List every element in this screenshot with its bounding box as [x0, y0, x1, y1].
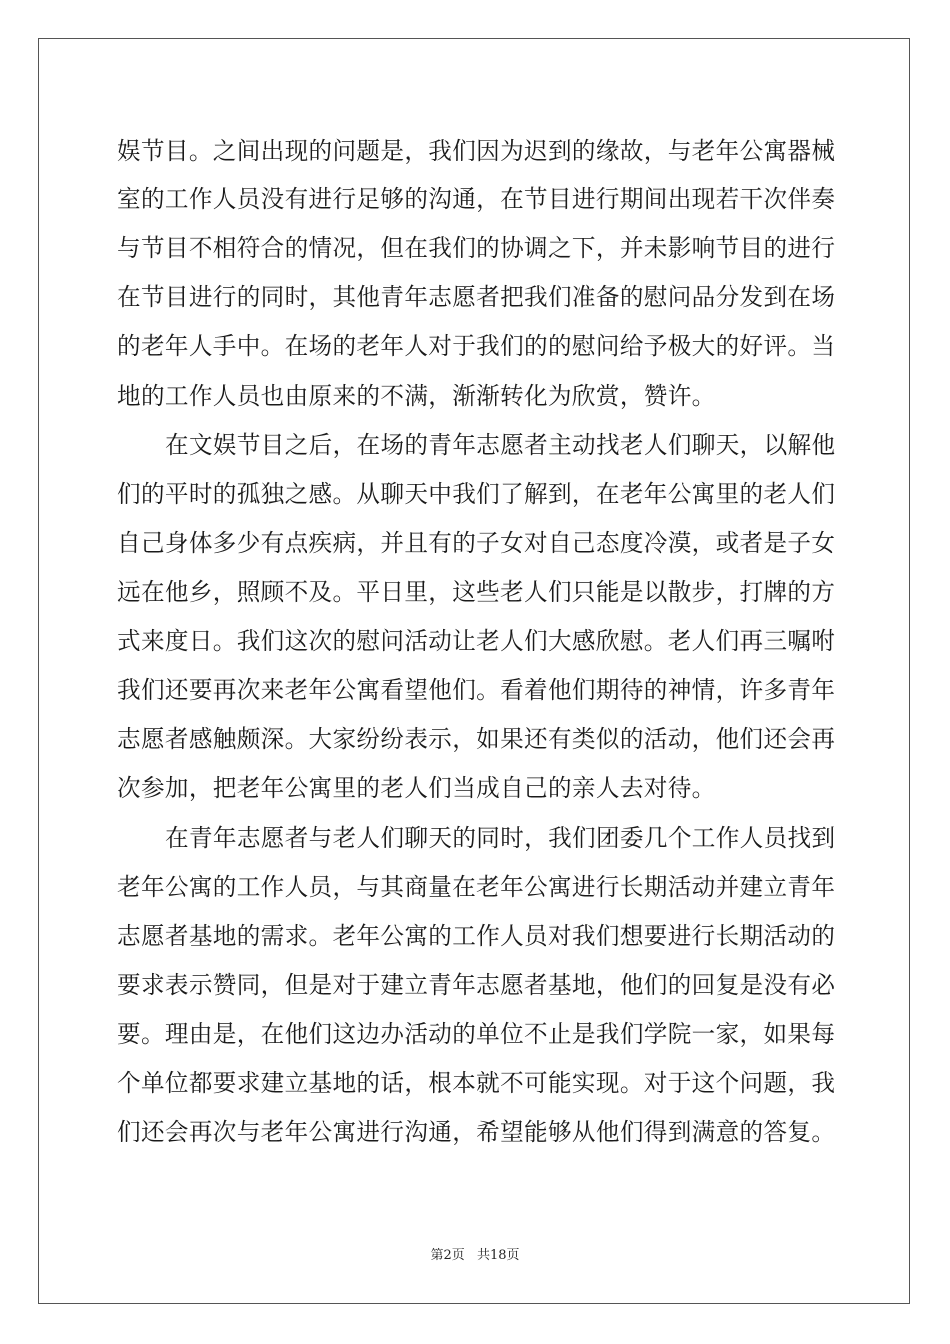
text-line: 我们还要再次来老年公寓看望他们。看着他们期待的神情，许多青年 [117, 676, 836, 704]
text-line: 娱节目。之间出现的问题是，我们因为迟到的缘故，与老年公寓器械 [117, 137, 836, 165]
text-line: 远在他乡，照顾不及。平日里，这些老人们只能是以散步，打牌的方 [117, 578, 836, 606]
paragraph-first-line: 在文娱节目之后，在场的青年志愿者主动找老人们聊天，以解他 [165, 431, 836, 459]
text-line: 的老年人手中。在场的老年人对于我们的的慰问给予极大的好评。当 [117, 332, 836, 360]
page-footer [0, 1248, 950, 1264]
text-line: 地的工作人员也由原来的不满，渐渐转化为欣赏，赞许。 [117, 382, 716, 410]
text-line: 在节目进行的同时，其他青年志愿者把我们准备的慰问品分发到在场 [117, 283, 836, 311]
text-line: 们的平时的孤独之感。从聊天中我们了解到，在老年公寓里的老人们 [117, 480, 836, 508]
text-line: 要求表示赞同，但是对于建立青年志愿者基地，他们的回复是没有必 [117, 971, 836, 999]
text-line: 室的工作人员没有进行足够的沟通，在节目进行期间出现若干次伴奏 [117, 185, 836, 213]
text-line: 个单位都要求建立基地的话，根本就不可能实现。对于这个问题，我 [117, 1069, 836, 1097]
text-line: 老年公寓的工作人员，与其商量在老年公寓进行长期活动并建立青年 [117, 873, 836, 901]
text-line: 与节目不相符合的情况，但在我们的协调之下，并未影响节目的进行 [117, 234, 836, 262]
text-line: 们还会再次与老年公寓进行沟通，希望能够从他们得到满意的答复。 [117, 1118, 836, 1146]
page-number: 第2页 [430, 1248, 465, 1263]
total-pages: 共18页 [476, 1248, 520, 1263]
page-border [38, 38, 910, 1304]
text-line: 要。理由是，在他们这边办活动的单位不止是我们学院一家，如果每 [117, 1020, 836, 1048]
paragraph-first-line: 在青年志愿者与老人们聊天的同时，我们团委几个工作人员找到 [165, 824, 836, 852]
text-line: 志愿者基地的需求。老年公寓的工作人员对我们想要进行长期活动的 [117, 922, 836, 950]
text-line: 自己身体多少有点疾病，并且有的子女对自己态度冷漠，或者是子女 [117, 529, 836, 557]
text-line: 志愿者感触颇深。大家纷纷表示，如果还有类似的活动，他们还会再 [117, 725, 836, 753]
text-line: 式来度日。我们这次的慰问活动让老人们大感欣慰。老人们再三嘱咐 [117, 627, 836, 655]
text-line: 次参加，把老年公寓里的老人们当成自己的亲人去对待。 [117, 774, 716, 802]
